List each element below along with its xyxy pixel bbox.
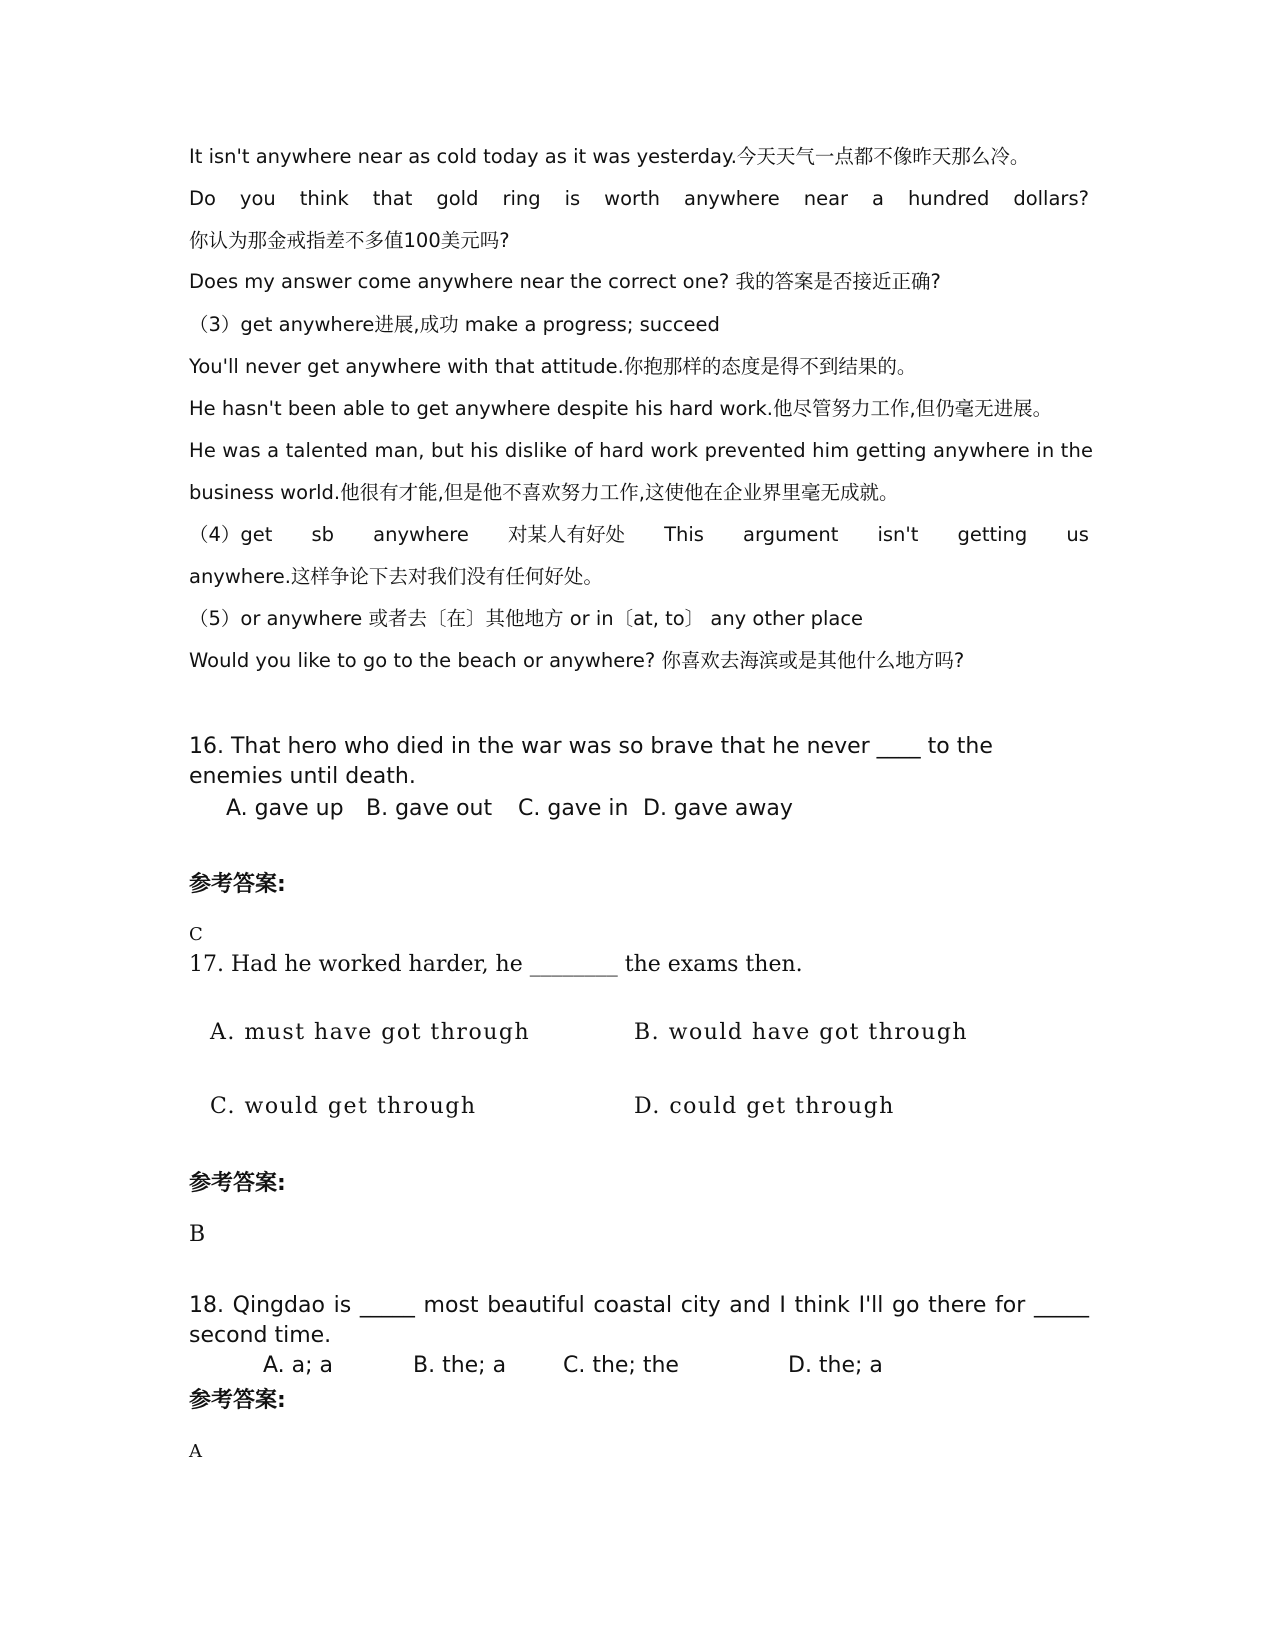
q16-option-a: A. gave up	[226, 796, 344, 821]
note-line: business world.他很有才能,但是他不喜欢努力工作,这使他在企业界里毫无成就。	[189, 481, 899, 504]
q17-option-a: A. must have got through	[210, 1020, 531, 1045]
note-line: He hasn't been able to get anywhere despite his hard work.他尽管努力工作,但仍毫无进展。	[189, 397, 1053, 420]
q16-option-b: B. gave out	[366, 796, 493, 821]
word: 对某人有好处	[507, 523, 625, 546]
q18-option-b: B. the; a	[413, 1353, 507, 1378]
q16-option-d: D. gave away	[643, 796, 793, 821]
word: that	[372, 187, 413, 210]
answer-heading: 参考答案:	[189, 872, 286, 897]
word: isn't	[877, 523, 919, 546]
word: （4）get	[189, 523, 273, 546]
word: a	[872, 187, 884, 210]
word: argument	[743, 523, 839, 546]
answer-value: C	[189, 924, 203, 945]
note-line-justified	[189, 186, 1089, 212]
word: ring	[502, 187, 541, 210]
answer-heading: 参考答案:	[189, 1171, 286, 1196]
note-line: You'll never get anywhere with that attitude.你抱那样的态度是得不到结果的。	[189, 355, 917, 378]
note-line: Would you like to go to the beach or anywhere? 你喜欢去海滨或是其他什么地方吗?	[189, 649, 965, 672]
q17-option-c: C. would get through	[210, 1094, 477, 1119]
word: gold	[436, 187, 479, 210]
word: you	[239, 187, 276, 210]
note-line: 你认为那金戒指差不多值100美元吗?	[189, 229, 510, 252]
word: anywhere	[373, 523, 469, 546]
word: hundred	[907, 187, 990, 210]
word: is	[564, 187, 581, 210]
q17-option-b: B. would have got through	[634, 1020, 969, 1045]
note-line: He was a talented man, but his dislike of hard work prevented him getting anywhere in the	[189, 439, 1094, 462]
note-line: （3）get anywhere进展,成功 make a progress; succeed	[189, 313, 720, 336]
word: This	[664, 523, 704, 546]
word: sb	[311, 523, 335, 546]
question-16-stem: 16. That hero who died in the war was so brave that he never ____ to the enemies until death.	[189, 734, 993, 789]
question-17-stem: 17. Had he worked harder, he ________ the exams then.	[189, 952, 803, 977]
word: think	[299, 187, 349, 210]
note-line: It isn't anywhere near as cold today as it was yesterday.今天天气一点都不像昨天那么冷。	[189, 145, 1030, 168]
note-line: Does my answer come anywhere near the correct one? 我的答案是否接近正确?	[189, 270, 941, 293]
word: worth	[604, 187, 661, 210]
word: us	[1066, 523, 1089, 546]
note-line-justified	[189, 522, 1089, 548]
word: near	[803, 187, 849, 210]
word: Do	[189, 187, 216, 210]
note-line: anywhere.这样争论下去对我们没有任何好处。	[189, 565, 603, 588]
answer-value: A	[189, 1441, 202, 1462]
q16-option-c: C. gave in	[518, 796, 629, 821]
question-18-stem: 18. Qingdao is _____ most beautiful coastal city and I think I'll go there for _____ second time.	[189, 1293, 1089, 1348]
answer-value: B	[189, 1222, 206, 1247]
word: dollars?	[1013, 187, 1089, 210]
q18-option-d: D. the; a	[788, 1353, 883, 1378]
note-line: （5）or anywhere 或者去〔在〕其他地方 or in〔at, to〕 any other place	[189, 607, 864, 630]
word: getting	[957, 523, 1028, 546]
q18-option-c: C. the; the	[563, 1353, 679, 1378]
q18-option-a: A. a; a	[263, 1353, 334, 1378]
word: anywhere	[684, 187, 780, 210]
answer-heading: 参考答案:	[189, 1388, 286, 1413]
q17-option-d: D. could get through	[634, 1094, 895, 1119]
